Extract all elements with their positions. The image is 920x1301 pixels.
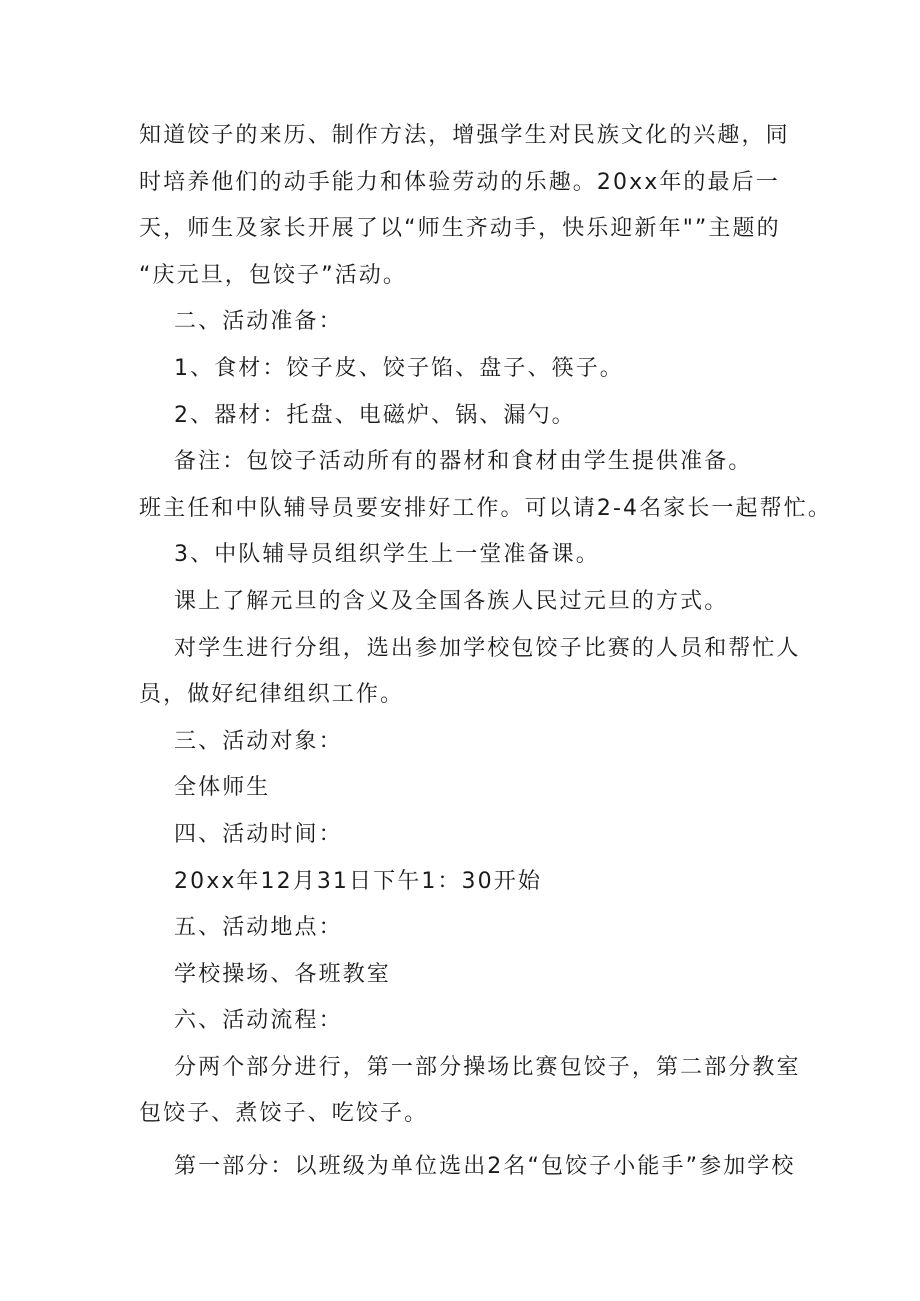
text-line: 3、中队辅导员组织学生上一堂准备课。 (174, 542, 600, 568)
text-line: 天，师生及家长开展了以“师生齐动手，快乐迎新年"”主题的 (139, 216, 781, 242)
text-line: 班主任和中队辅导员要安排好工作。可以请2-4名家长一起帮忙。 (139, 495, 832, 521)
section-heading: 五、活动地点： (174, 915, 343, 941)
section-heading: 六、活动流程： (174, 1008, 343, 1034)
text-line: “庆元旦，包饺子”活动。 (139, 262, 407, 288)
text-line: 分两个部分进行，第一部分操场比赛包饺子，第二部分教室 (174, 1054, 801, 1080)
text-line: 第一部分：以班级为单位选出2名“包饺子小能手”参加学校 (174, 1154, 796, 1180)
document-body (0, 113, 920, 1191)
text-line: 时培养他们的动手能力和体验劳动的乐趣。20xx年的最后一 (139, 169, 780, 195)
text-line: 员，做好纪律组织工作。 (139, 682, 405, 708)
text-line: 1、食材：饺子皮、饺子馅、盘子、筷子。 (174, 355, 624, 381)
text-line: 课上了解元旦的含义及全国各族人民过元旦的方式。 (174, 588, 729, 614)
text-line: 对学生进行分组，选出参加学校包饺子比赛的人员和帮忙人 (174, 635, 801, 661)
section-heading: 四、活动时间： (174, 821, 343, 847)
text-line: 备注：包饺子活动所有的器材和食材由学生提供准备。 (174, 449, 753, 475)
section-heading: 二、活动准备： (174, 309, 343, 335)
text-line: 全体师生 (174, 775, 271, 801)
text-line: 学校操场、各班教室 (174, 961, 391, 987)
text-line: 2、器材：托盘、电磁炉、锅、漏勺。 (174, 402, 576, 428)
section-heading: 三、活动对象： (174, 728, 343, 754)
text-line: 20xx年12月31日下午1：30开始 (174, 868, 542, 894)
text-line: 包饺子、煮饺子、吃饺子。 (139, 1101, 429, 1127)
text-line: 知道饺子的来历、制作方法，增强学生对民族文化的兴趣，同 (139, 123, 790, 148)
